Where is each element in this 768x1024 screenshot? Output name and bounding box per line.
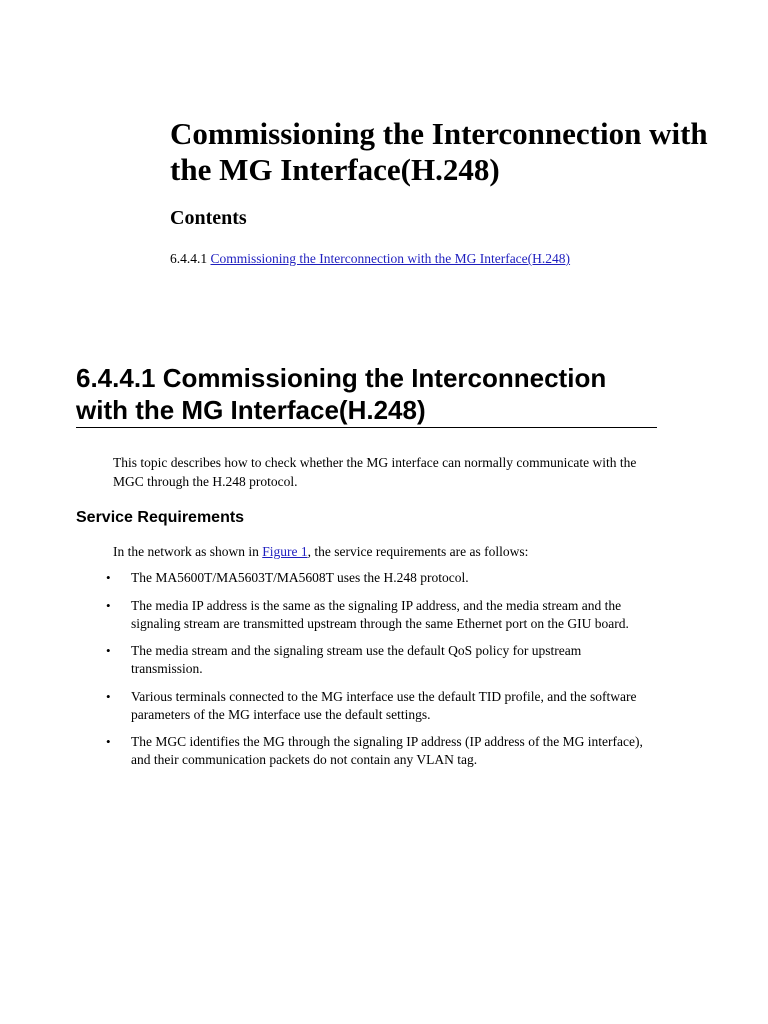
service-requirements-lead (113, 543, 653, 561)
lead-text-after: , the service requirements are as follows: (307, 544, 529, 559)
section-heading: 6.4.4.1 Commissioning the Interconnection with the MG Interface(H.248) (76, 363, 607, 425)
service-requirements-heading: Service Requirements (76, 509, 245, 526)
list-item (106, 569, 651, 587)
lead-text-before: In the network as shown in (113, 544, 263, 559)
service-requirements-list (106, 569, 651, 779)
section-divider (76, 427, 657, 428)
list-item (106, 642, 651, 678)
list-item-text: The media IP address is the same as the signaling IP address, and the media stream and the signaling stream are transmitted upstream through the same Ethernet port on the GIU board. (131, 597, 629, 631)
toc-entry-number: 6.4.4.1 (170, 251, 208, 266)
list-item (106, 733, 651, 769)
bullet-icon: • (106, 597, 111, 613)
list-item-text: The media stream and the signaling stream use the default QoS policy for upstream transmission. (131, 643, 582, 676)
section-intro: This topic describes how to check whether the MG interface can normally communicate with the MGC through the H.248 protocol. (113, 455, 637, 489)
list-item-text: The MA5600T/MA5603T/MA5608T uses the H.248 protocol. (131, 570, 469, 585)
list-item-text: Various terminals connected to the MG interface use the default TID profile, and the software parameters of the MG interface use the default settings. (131, 688, 637, 722)
list-item (106, 597, 651, 633)
bullet-icon: • (106, 734, 111, 749)
list-item (106, 688, 651, 724)
toc-entry-link[interactable]: Commissioning the Interconnection with the MG Interface(H.248) (210, 251, 571, 266)
toc-entry (170, 250, 570, 268)
contents-heading: Contents (170, 207, 247, 229)
list-item-text: The MGC identifies the MG through the signaling IP address (IP address of the MG interface), and their communication packets do not contain any VLAN tag. (131, 734, 643, 767)
document-title: Commissioning the Interconnection with the MG Interface(H.248) (170, 116, 708, 187)
bullet-icon: • (106, 643, 111, 658)
figure-1-link[interactable]: Figure 1 (262, 544, 308, 559)
bullet-icon: • (106, 570, 111, 585)
bullet-icon: • (106, 688, 111, 704)
